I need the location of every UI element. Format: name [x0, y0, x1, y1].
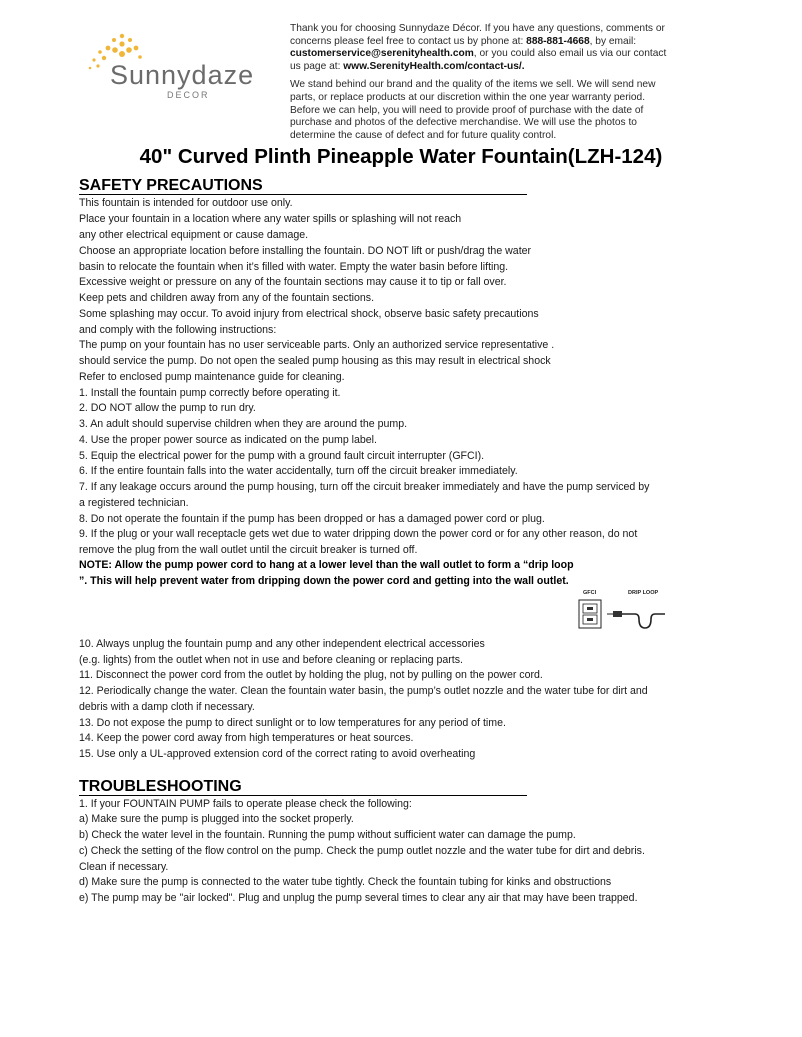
drip-loop-label: DRIP LOOP: [628, 590, 659, 596]
safety-line: 8. Do not operate the fountain if the pump has been dropped or has a damaged power cord or plug.: [79, 513, 545, 525]
troubleshooting-line: e) The pump may be "air locked". Plug and unplug the pump several times to clear any air that may have been trapped.: [79, 892, 638, 904]
safety-line: Keep pets and children away from any of the fountain sections.: [79, 292, 375, 304]
safety-line: 10. Always unplug the fountain pump and any other independent electrical accessories: [79, 638, 485, 650]
safety-line: 13. Do not expose the pump to direct sunlight or to low temperatures for any period of time.: [79, 717, 506, 729]
safety-line: 12. Periodically change the water. Clean the fountain water basin, the pump’s outlet nozzle and the water tube for dirt and: [79, 685, 648, 697]
troubleshooting-heading: TROUBLESHOOTING: [79, 778, 527, 796]
sunnydaze-logo: [86, 30, 272, 110]
troubleshooting-line: c) Check the setting of the flow control on the pump. Check the pump outlet nozzle and the water tube for dirt and debris.: [79, 845, 645, 857]
safety-line: 4. Use the proper power source as indicated on the pump label.: [79, 434, 377, 446]
phone-number: 888-881-4668: [526, 35, 590, 47]
safety-line: 6. If the entire fountain falls into the water accidentally, turn off the circuit breaker immediately.: [79, 465, 518, 477]
contact-paragraph-2: We stand behind our brand and the quality of the items we sell. We will send new parts, or replace products at our discretion within the one year warranty period. Before we can help, you will need to provide proof of purchase with the date of purchase and photos of the defective merchandise. We will use the photos to determine the cause of defect and for future quality control.: [290, 79, 656, 141]
contact-info: [290, 23, 710, 142]
safety-line: debris with a damp cloth if necessary.: [79, 701, 255, 713]
safety-line: a registered technician.: [79, 497, 189, 509]
safety-line: 11. Disconnect the power cord from the outlet by holding the plug, not by pulling on the power cord.: [79, 669, 543, 681]
contact-url: www.SerenityHealth.com/contact-us/.: [343, 60, 525, 72]
safety-line: 9. If the plug or your wall receptacle gets wet due to water dripping down the power cord or for any other reason, do not: [79, 528, 638, 540]
contact-email: customerservice@serenityhealth.com: [290, 48, 474, 60]
safety-line: Some splashing may occur. To avoid injury from electrical shock, observe basic safety precautions: [79, 308, 539, 320]
page-title: 40" Curved Plinth Pineapple Water Fountain(LZH-124): [139, 145, 663, 168]
safety-line: basin to relocate the fountain when it’s filled with water. Empty the water basin before lifting.: [79, 261, 509, 273]
safety-line: Excessive weight or pressure on any of the fountain sections may cause it to tip or fall over.: [79, 276, 507, 288]
safety-line: This fountain is intended for outdoor use only.: [79, 197, 293, 209]
troubleshooting-line: 1. If your FOUNTAIN PUMP fails to operate please check the following:: [79, 798, 412, 810]
safety-line: (e.g. lights) from the outlet when not in use and before cleaning or replacing parts.: [79, 654, 463, 666]
troubleshooting-line: d) Make sure the pump is connected to the water tube tightly. Check the fountain tubing for kinks and obstructions: [79, 876, 612, 888]
safety-line: 7. If any leakage occurs around the pump housing, turn off the circuit breaker immediately and have the pump serviced by: [79, 481, 650, 493]
safety-line: The pump on your fountain has no user serviceable parts. Only an authorized service representative .: [79, 339, 555, 351]
brand-name: Sunnydaze: [110, 60, 255, 90]
safety-line: 2. DO NOT allow the pump to run dry.: [79, 402, 256, 414]
brand-subtitle: DECOR: [167, 90, 210, 100]
drip-loop-diagram: [577, 589, 667, 633]
safety-line: remove the plug from the wall outlet until the circuit breaker is turned off.: [79, 544, 418, 556]
safety-line: any other electrical equipment or cause damage.: [79, 229, 309, 241]
safety-line: 3. An adult should supervise children when they are around the pump.: [79, 418, 408, 430]
safety-line: 15. Use only a UL-approved extension cord of the correct rating to avoid overheating: [79, 748, 476, 760]
note-line: ”. This will help prevent water from dripping down the power cord and getting into the wall outlet.: [79, 575, 569, 587]
drip-loop-illustration: [577, 598, 667, 632]
safety-line: 1. Install the fountain pump correctly before operating it.: [79, 387, 341, 399]
note-line: NOTE: Allow the pump power cord to hang at a lower level than the wall outlet to form a “drip loop: [79, 559, 574, 571]
safety-line: Refer to enclosed pump maintenance guide for cleaning.: [79, 371, 345, 383]
safety-line: 14. Keep the power cord away from high temperatures or heat sources.: [79, 732, 414, 744]
troubleshooting-line: a) Make sure the pump is plugged into the socket properly.: [79, 813, 354, 825]
troubleshooting-line: Clean if necessary.: [79, 861, 169, 873]
safety-line: should service the pump. Do not open the sealed pump housing as this may result in electrical shock: [79, 355, 551, 367]
safety-line: and comply with the following instructions:: [79, 324, 277, 336]
safety-line: Choose an appropriate location before installing the fountain. DO NOT lift or push/drag the water: [79, 245, 532, 257]
safety-line: 5. Equip the electrical power for the pump with a ground fault circuit interrupter (GFCI).: [79, 450, 485, 462]
troubleshooting-line: b) Check the water level in the fountain. Running the pump without sufficient water can damage the pump.: [79, 829, 576, 841]
safety-heading: SAFETY PRECAUTIONS: [79, 177, 527, 195]
gfci-label: GFCI: [583, 590, 597, 596]
safety-line: Place your fountain in a location where any water spills or splashing will not reach: [79, 213, 462, 225]
contact-paragraph-1: Thank you for choosing Sunnydaze Décor. If you have any questions, comments or concerns please feel free to contact us by phone at: 888-881-4668, by email: customerservice@serenityhealth.com, or you could also email us via our contact us page at: www.SerenityHealth.com/contact-us/.: [290, 23, 667, 72]
